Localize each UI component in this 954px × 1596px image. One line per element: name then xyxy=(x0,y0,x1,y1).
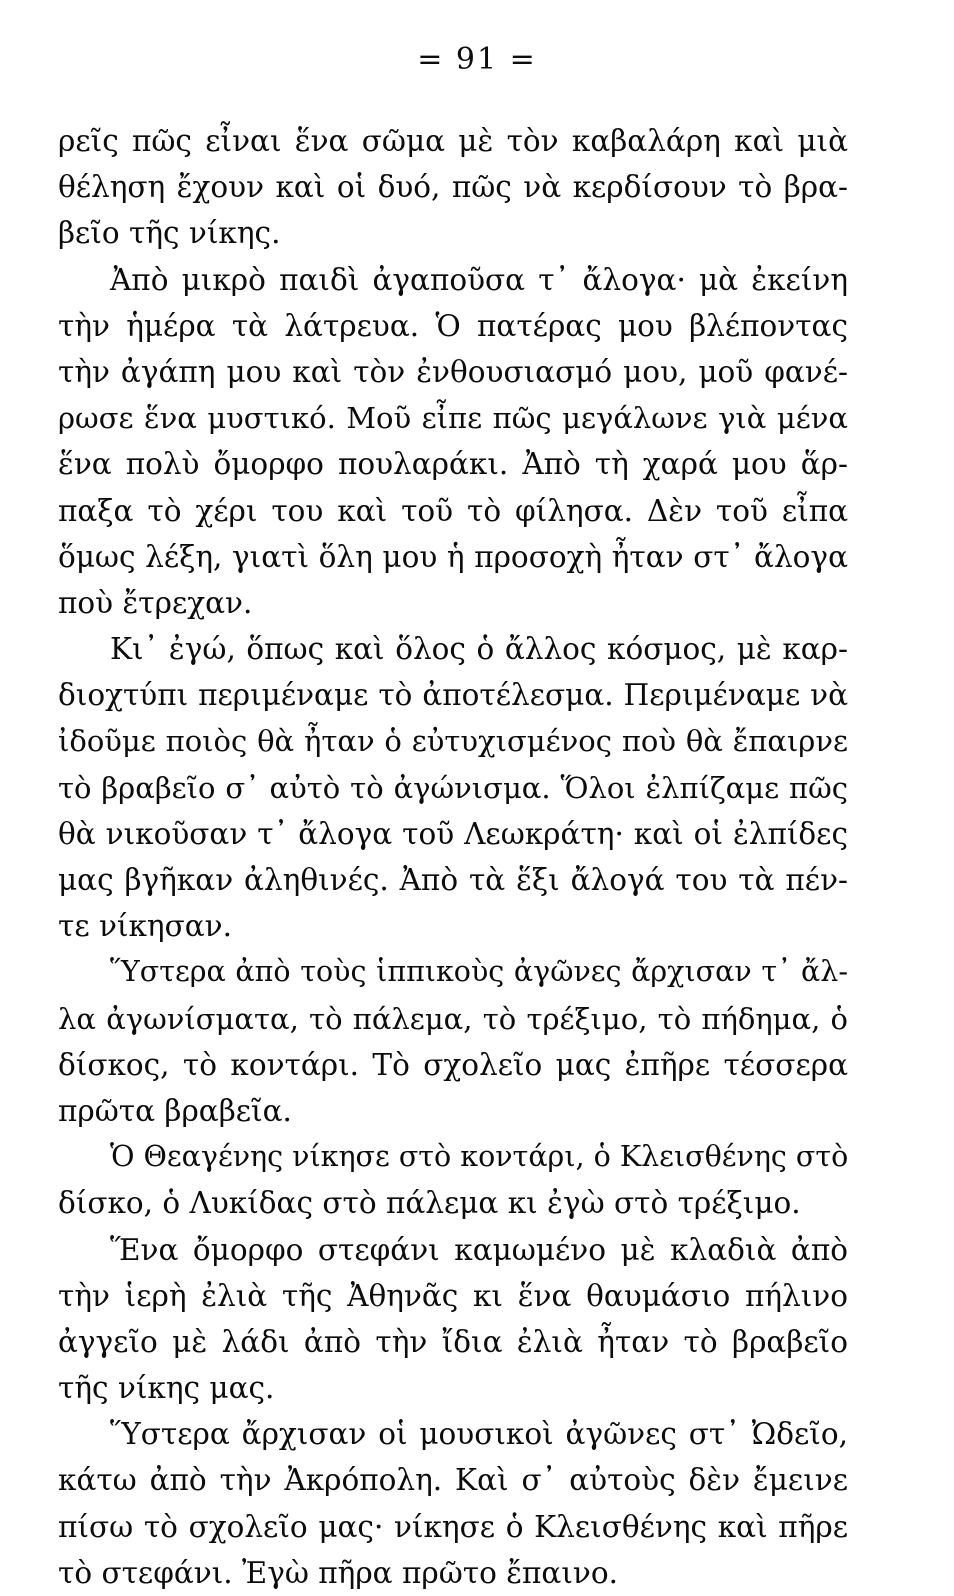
text-line: κάτω ἀπὸ τὴν Ἀκρόπολη. Καὶ σ᾽ αὐτοὺς δὲν ἔμεινε xyxy=(58,1463,848,1498)
text-line: τὸ βραβεῖο σ᾽ αὐτὸ τὸ ἀγώνισμα. Ὅλοι ἐλπίζαμε πῶς xyxy=(58,770,848,805)
text-line: τῆς νίκης μας. xyxy=(58,1371,275,1406)
text-line: πίσω τὸ σχολεῖο μας· νίκησε ὁ Κλεισθένης καὶ πῆρε xyxy=(58,1509,848,1544)
text-line: λα ἀγωνίσματα, τὸ πάλεμα, τὸ τρέξιμο, τὸ πήδημα, ὁ xyxy=(58,1001,848,1036)
text-line: μας βγῆκαν ἀληθινές. Ἀπὸ τὰ ἕξι ἄλογά του τὰ πέν- xyxy=(58,863,848,897)
text-line: τὴν ἀγάπη μου καὶ τὸν ἐνθουσιασμό μου, μοῦ φανέ- xyxy=(58,354,848,389)
text-line: τὸ στεφάνι. Ἐγὼ πῆρα πρῶτο ἔπαινο. xyxy=(58,1555,618,1590)
text-line: ἰδοῦμε ποιὸς θὰ ἦταν ὁ εὐτυχισμένος ποὺ θὰ ἔπαιρνε xyxy=(58,724,848,759)
text-line: Ἕνα ὄμορφο στεφάνι καμωμένο μὲ κλαδιὰ ἀπὸ xyxy=(110,1232,848,1267)
text-line: τὴν ἱερὴ ἐλιὰ τῆς Ἀθηνᾶς κι ἕνα θαυμάσιο πήλινο xyxy=(58,1278,848,1313)
body-text xyxy=(58,118,848,1596)
text-line: τὴν ἡμέρα τὰ λάτρευα. Ὁ πατέρας μου βλέποντας xyxy=(58,308,848,343)
text-line: ρεῖς πῶς εἶναι ἕνα σῶμα μὲ τὸν καβαλάρη καὶ μιὰ xyxy=(58,124,848,158)
text-line: ὅμως λέξη, γιατὶ ὅλη μου ἡ προσοχὴ ἦταν στ᾽ ἄλογα xyxy=(58,539,848,574)
text-line: δίσκο, ὁ Λυκίδας στὸ πάλεμα κι ἐγὼ στὸ τρέξιμο. xyxy=(58,1186,801,1221)
text-line: δίσκος, τὸ κοντάρι. Τὸ σχολεῖο μας ἐπῆρε τέσσερα xyxy=(58,1047,848,1082)
text-line: Ὕστερα ἄρχισαν οἱ μουσικοὶ ἀγῶνες στ᾽ Ὠδεῖο, xyxy=(110,1417,848,1452)
text-line: Κι᾽ ἐγώ, ὅπως καὶ ὅλος ὁ ἄλλος κόσμος, μὲ καρ- xyxy=(110,632,848,667)
text-line: παξα τὸ χέρι του καὶ τοῦ τὸ φίλησα. Δὲν τοῦ εἶπα xyxy=(58,493,848,528)
page-number: = 91 = xyxy=(417,42,537,77)
text-line: βεῖο τῆς νίκης. xyxy=(58,216,281,251)
text-line: ἕνα πολὺ ὄμορφο πουλαράκι. Ἀπὸ τὴ χαρά μου ἅρ- xyxy=(58,447,848,482)
text-line: Ἀπὸ μικρὸ παιδὶ ἀγαποῦσα τ᾽ ἄλογα· μὰ ἐκείνη xyxy=(110,262,848,297)
text-line: τε νίκησαν. xyxy=(58,909,232,944)
text-line: ποὺ ἔτρεχαν. xyxy=(58,585,253,620)
text-line: Ὁ Θεαγένης νίκησε στὸ κοντάρι, ὁ Κλεισθένης στὸ xyxy=(110,1140,849,1174)
text-line: πρῶτα βραβεῖα. xyxy=(58,1093,292,1128)
text-line: διοχτύπι περιμέναμε τὸ ἀποτέλεσμα. Περιμέναμε νὰ xyxy=(58,678,848,713)
text-line: θέληση ἔχουν καὶ οἱ δυό, πῶς νὰ κερδίσουν τὸ βρα- xyxy=(58,170,848,205)
text-line: θὰ νικοῦσαν τ᾽ ἄλογα τοῦ Λεωκράτη· καὶ οἱ ἐλπίδες xyxy=(58,816,848,851)
text-line: ἀγγεῖο μὲ λάδι ἀπὸ τὴν ἴδια ἐλιὰ ἦταν τὸ βραβεῖο xyxy=(58,1324,848,1359)
text-line: ρωσε ἕνα μυστικό. Μοῦ εἶπε πῶς μεγάλωνε γιὰ μένα xyxy=(58,401,848,436)
text-line: Ὕστερα ἀπὸ τοὺς ἱππικοὺς ἀγῶνες ἄρχισαν τ᾽ ἄλ- xyxy=(110,955,848,989)
